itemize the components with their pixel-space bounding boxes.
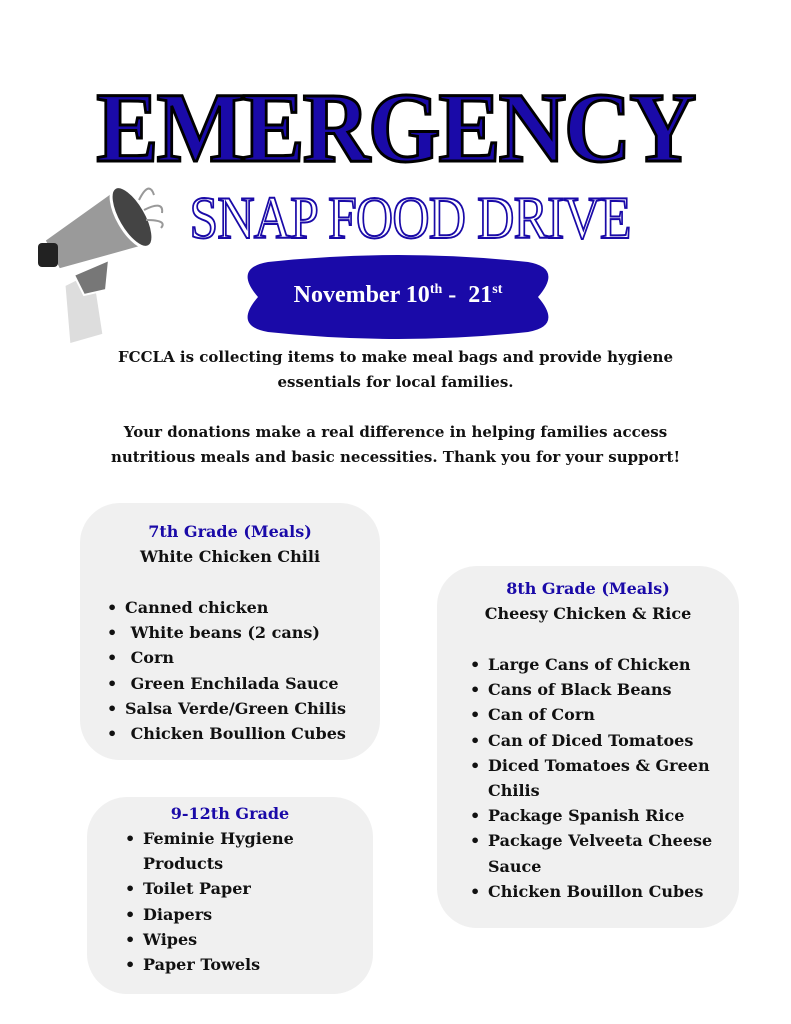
list-item: • Package Spanish Rice bbox=[470, 803, 719, 828]
list-item: • Large Cans of Chicken bbox=[470, 652, 719, 677]
date-range: November 10th - 21st bbox=[293, 282, 503, 308]
card-heading: 8th Grade (Meals) bbox=[506, 579, 670, 598]
card-7th-grade bbox=[80, 503, 380, 760]
item-list bbox=[107, 595, 380, 746]
list-item: • Can of Diced Tomatoes bbox=[470, 728, 719, 753]
list-item: • Corn bbox=[107, 645, 380, 670]
card-recipe: Cheesy Chicken & Rice bbox=[484, 604, 692, 623]
card-recipe: White Chicken Chili bbox=[139, 547, 321, 566]
list-item: • Chicken Boullion Cubes bbox=[107, 721, 380, 746]
flyer-title: EMERGENCY bbox=[96, 72, 695, 183]
list-item: • Salsa Verde/Green Chilis bbox=[107, 696, 380, 721]
card-8th-grade bbox=[437, 566, 739, 928]
card-heading: 9-12th Grade bbox=[170, 804, 290, 823]
thanks-text: Your donations make a real difference in helping families access nutritious meals and basic necessities. Thank you for your support! bbox=[110, 423, 681, 466]
list-item: • Toilet Paper bbox=[125, 876, 353, 901]
intro-text: FCCLA is collecting items to make meal bags and provide hygiene essentials for local families. bbox=[118, 348, 673, 391]
list-item: • Feminie Hygiene Products bbox=[125, 826, 353, 876]
list-item: • Paper Towels bbox=[125, 952, 353, 977]
list-item: • Can of Corn bbox=[470, 702, 719, 727]
list-item: • Chicken Bouillon Cubes bbox=[470, 879, 719, 904]
item-list bbox=[470, 652, 719, 904]
list-item: • Green Enchilada Sauce bbox=[107, 671, 380, 696]
list-item: • Package Velveeta Cheese Sauce bbox=[470, 828, 719, 878]
card-heading: 7th Grade (Meals) bbox=[148, 522, 312, 541]
megaphone-icon bbox=[34, 175, 174, 360]
list-item: • Canned chicken bbox=[107, 595, 380, 620]
list-item: • Diapers bbox=[125, 902, 353, 927]
card-9-12th-grade bbox=[87, 797, 373, 994]
list-item: • Diced Tomatoes & Green Chilis bbox=[470, 753, 719, 803]
list-item: • Wipes bbox=[125, 927, 353, 952]
list-item: • White beans (2 cans) bbox=[107, 620, 380, 645]
flyer-subtitle: SNAP FOOD DRIVE bbox=[189, 185, 631, 251]
list-item: • Cans of Black Beans bbox=[470, 677, 719, 702]
item-list bbox=[125, 826, 353, 977]
